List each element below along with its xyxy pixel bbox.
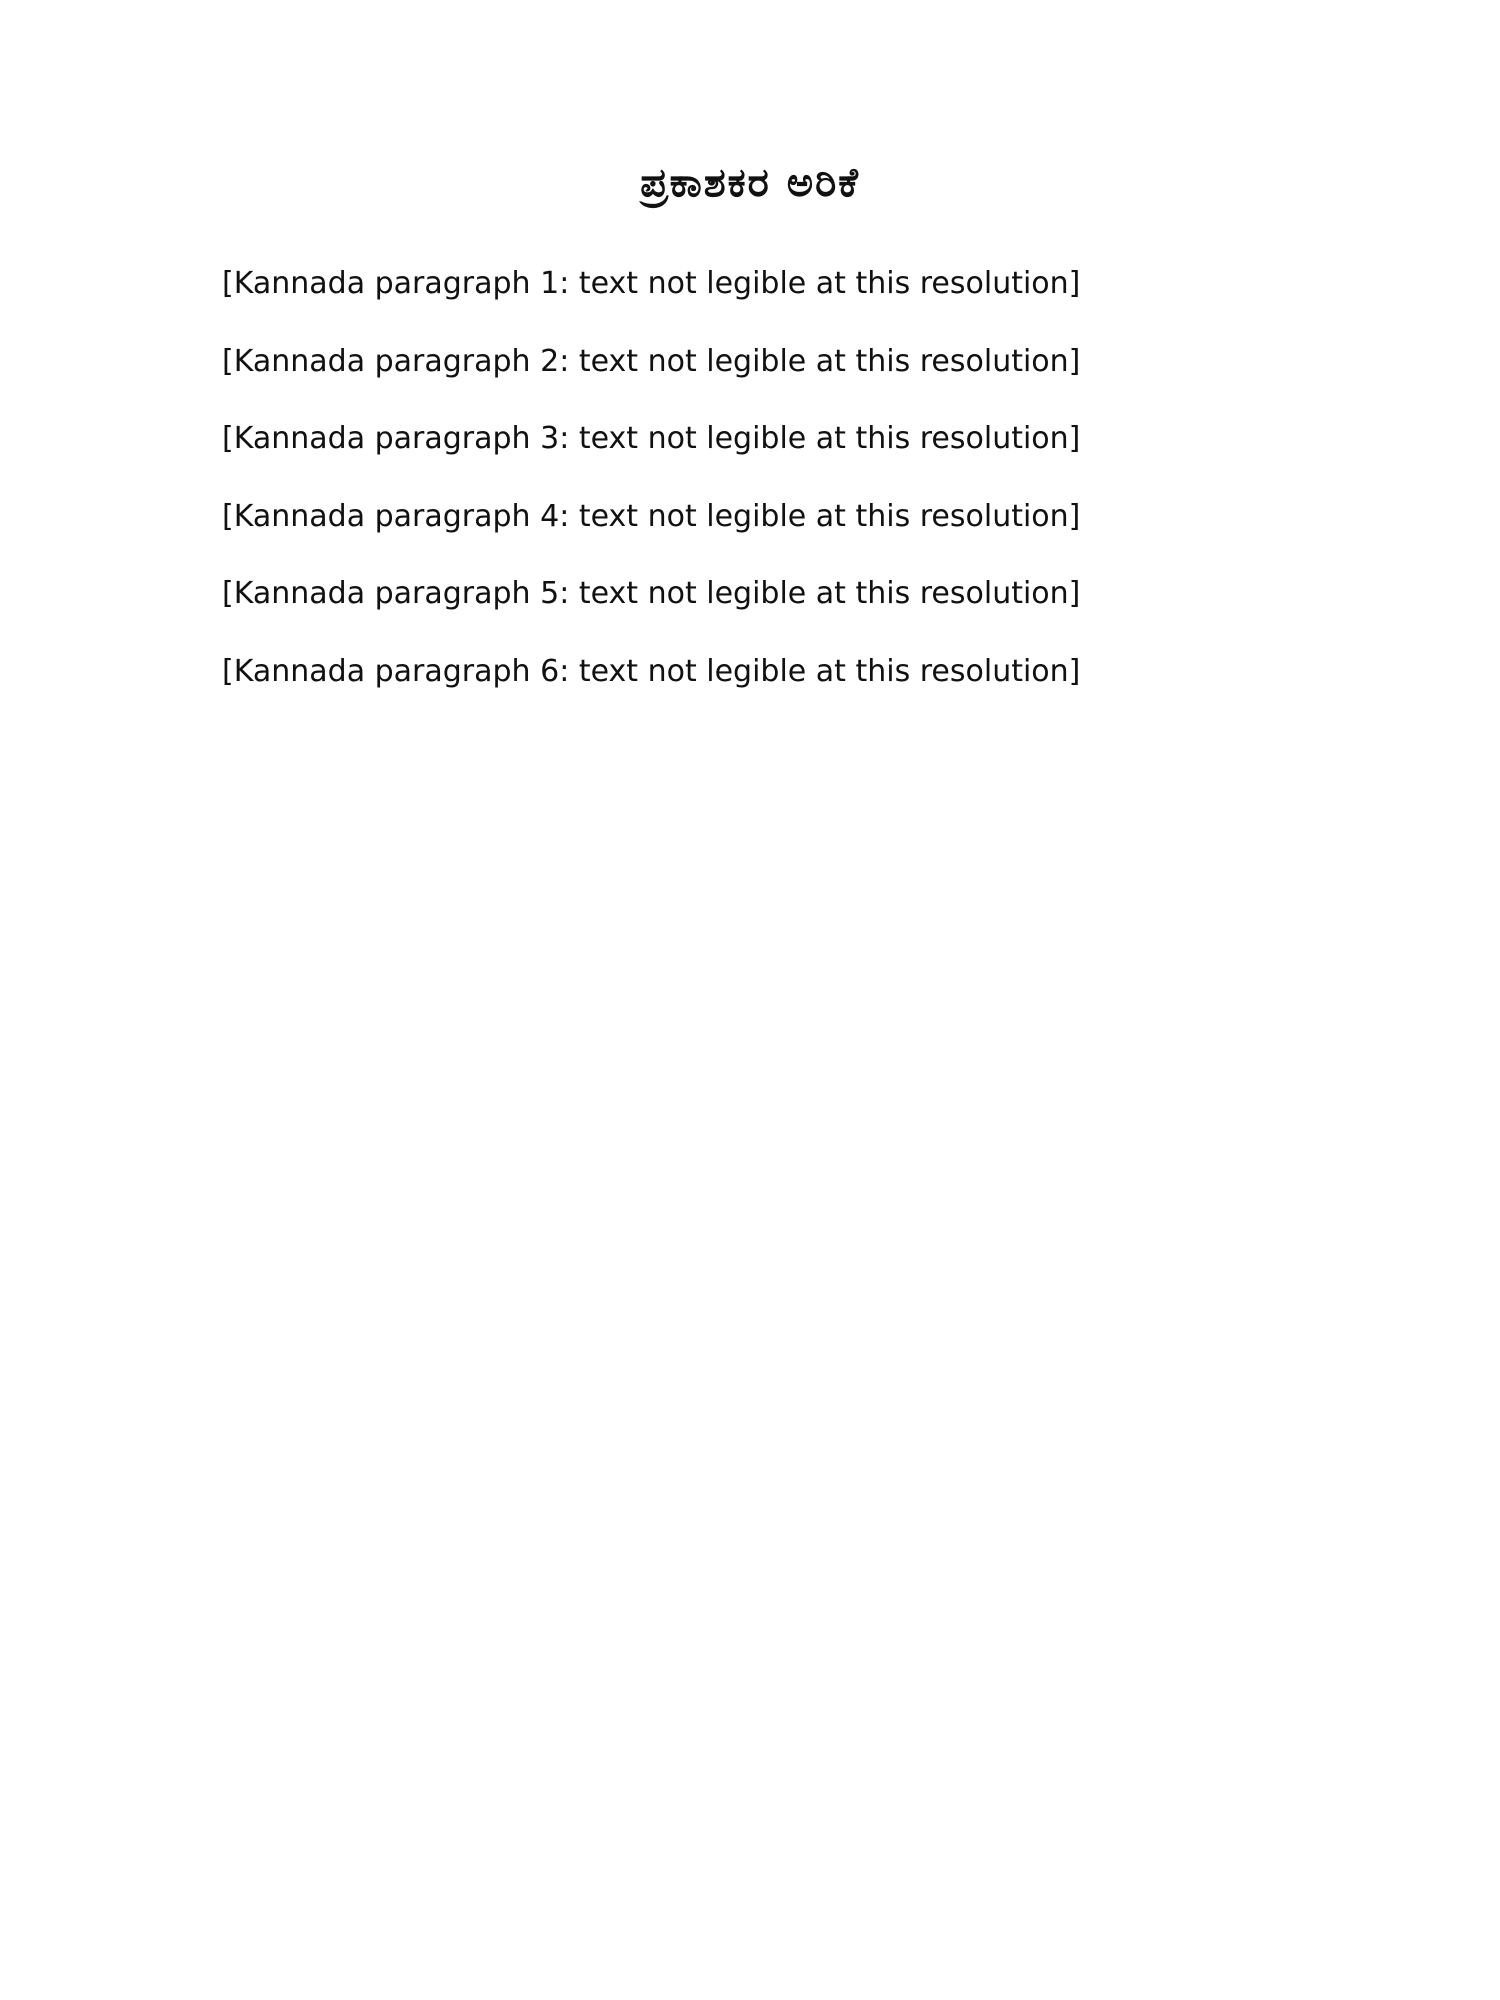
page-title: ಪ್ರಕಾಶಕರ ಅರಿಕೆ [640,160,860,206]
paragraph-5: [Kannada paragraph 5: text not legible at this resolution] [222,576,1081,611]
paragraph-4: [Kannada paragraph 4: text not legible at this resolution] [222,498,1081,534]
paragraph-2: [Kannada paragraph 2: text not legible at this resolution] [222,343,1081,379]
paragraph-6: [Kannada paragraph 6: text not legible at this resolution] [222,653,1081,689]
paragraph-3: [Kannada paragraph 3: text not legible at this resolution] [222,421,1081,456]
paragraph-1: [Kannada paragraph 1: text not legible at this resolution] [222,266,1081,301]
